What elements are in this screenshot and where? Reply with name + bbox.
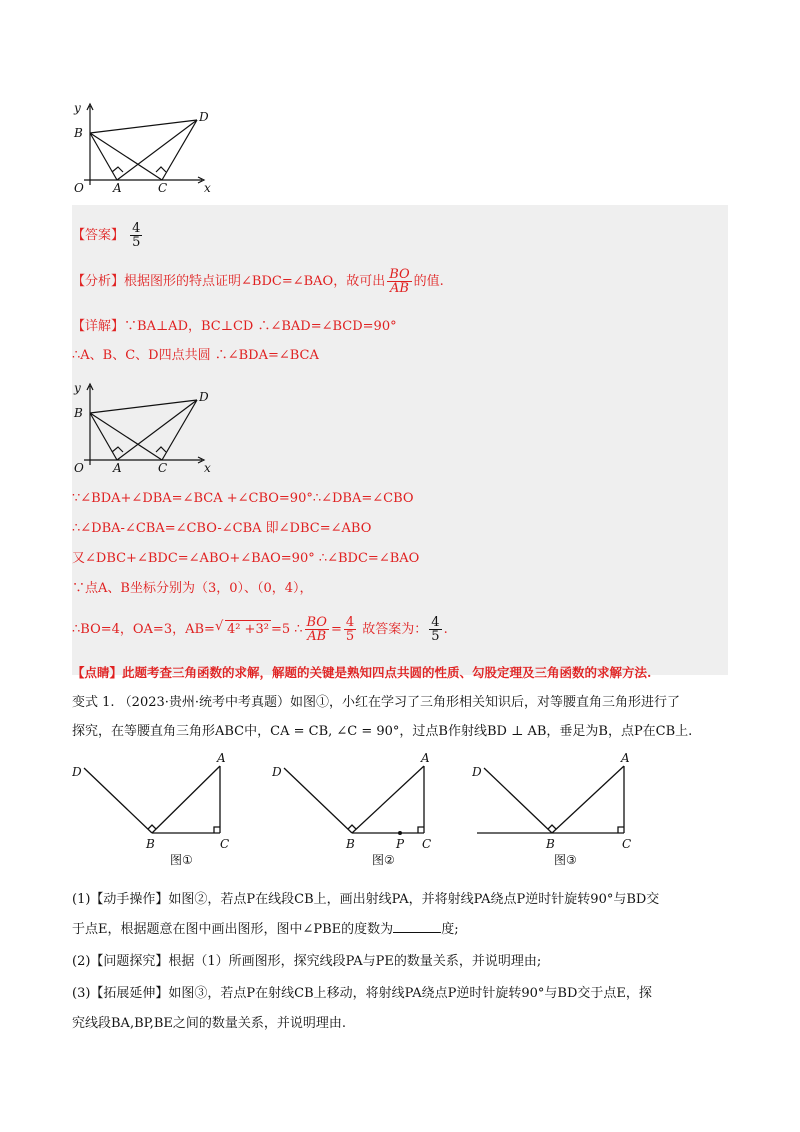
fig2-caption: 图② (372, 853, 395, 867)
fig1-caption: 图① (170, 853, 193, 867)
q1-line-2: 于点E，根据题意在图中画出图形，图中∠PBE的度数为 度; (72, 922, 459, 937)
answer-fraction: $\frac{4}{5}$ (132, 221, 141, 250)
variant-line-2: 探究，在等腰直角三角形ABC中，CA = CB, ∠C = 90°，过点B作射线BD ⊥ AB，垂足为B，点P在CB上. (72, 724, 693, 739)
analysis-fraction: $\frac{BO}{AB}$ (389, 267, 410, 296)
fig1-label-a: A (217, 751, 226, 765)
detail-line-3: ∵∠BDA+∠DBA=∠BCA +∠CBO=90°∴∠DBA=∠CBO (72, 491, 414, 506)
fig2b-label-p: P (396, 837, 405, 851)
fig3-label-d: D (472, 765, 482, 779)
analysis-line (72, 268, 444, 295)
fig1-label-b: B (146, 837, 155, 851)
analysis-text: 根据图形的特点证明∠BDC=∠BAO，故可出 (124, 274, 386, 289)
detail-line-2: ∴A、B、C、D四点共圆 ∴∠BDA=∠BCA (72, 348, 319, 363)
comment-line: 【点睛】此题考查三角函数的求解，解题的关键是熟知四点共圆的性质、勾股定理及三角函数的求解方法. (72, 665, 652, 680)
variant-line-1: 变式 1. （2023·贵州·统考中考真题）如图①，小红在学习了三角形相关知识后，对等腰直角三角形进行了 (72, 695, 681, 710)
fig3-label-b: B (546, 837, 555, 851)
comment-label: 【点睛】 (72, 665, 123, 680)
fig-label-y: y (74, 101, 81, 115)
detail-line-4: ∴∠DBA-∠CBA=∠CBO-∠CBA 即∠DBC=∠ABO (72, 521, 372, 536)
fig2b-label-d: D (272, 765, 282, 779)
q3-line-2: 究线段BA,BP,BE之间的数量关系，并说明理由. (72, 1016, 347, 1031)
fig3-label-a: A (621, 751, 630, 765)
final-answer-fraction: $\frac{4}{5}$ (431, 615, 440, 644)
fig2-label-d: D (199, 390, 209, 404)
figure-1 (72, 748, 242, 868)
q2-line-1: (2)【问题探究】根据（1）所画图形，探究线段PA与PE的数量关系，并说明理由; (72, 954, 542, 969)
fig-label-c: C (158, 181, 168, 195)
detail-line-5: 又∠DBC+∠BDC=∠ABO+∠BAO=90° ∴∠BDC=∠BAO (72, 551, 420, 566)
fig2-label-y: y (74, 381, 81, 395)
fig1-label-d: D (72, 765, 82, 779)
fig-label-o: O (74, 181, 84, 195)
detail-line-6: ∵点A、B坐标分别为（3，0）、（0，4）， (72, 581, 313, 596)
coordinate-figure-top (72, 100, 217, 195)
coordinate-figure-detail (72, 380, 217, 475)
fig2-label-o: O (74, 461, 84, 475)
analysis-label: 【分析】 (72, 274, 125, 289)
fig2-label-x: x (204, 461, 211, 475)
fig3-label-c: C (622, 837, 632, 851)
sqrt-expression: √ 4² +3² (225, 620, 271, 639)
figure-3 (472, 748, 642, 868)
detail-line-1: 【详解】∵BA⊥AD，BC⊥CD ∴∠BAD=∠BCD=90° (72, 319, 397, 334)
fig3-caption: 图③ (554, 853, 577, 867)
fig2-label-a: A (113, 461, 122, 475)
q1-line-1: (1)【动手操作】如图②，若点P在线段CB上，画出射线PA，并将射线PA绕点P逆时针旋转90°与BD交 (72, 892, 660, 907)
value-fraction: $\frac{4}{5}$ (345, 615, 355, 644)
detail-label: 【详解】 (72, 319, 125, 334)
fig-label-b: B (74, 126, 83, 140)
fig2b-label-b: B (346, 837, 355, 851)
fig1-label-c: C (220, 837, 230, 851)
fig-label-d: D (199, 110, 209, 124)
fig2-label-b: B (74, 406, 83, 420)
fig2-label-c: C (158, 461, 168, 475)
analysis-text-end: 的值. (413, 274, 444, 289)
answer-line (72, 222, 144, 249)
figure-2 (272, 748, 442, 868)
fig2b-label-c: C (422, 837, 432, 851)
fig-label-a: A (113, 181, 122, 195)
fig2b-label-a: A (421, 751, 430, 765)
q3-line-1: (3)【拓展延伸】如图③，若点P在射线CB上移动，将射线PA绕点P逆时针旋转90°与BD交于点E，探 (72, 986, 652, 1001)
detail-line-7: ∴BO=4，OA=3，AB=√ 4² +3² =5 ∴ $\frac{BO}{AB}$ = $\frac{4}{5}$ 故答案为： $\frac{4}{5}$ . (72, 616, 448, 643)
answer-label: 【答案】 (72, 228, 125, 243)
fig-label-x: x (204, 181, 211, 195)
ratio-fraction: $\frac{BO}{AB}$ (306, 615, 327, 644)
answer-blank[interactable] (393, 932, 441, 933)
point-p (398, 831, 402, 835)
